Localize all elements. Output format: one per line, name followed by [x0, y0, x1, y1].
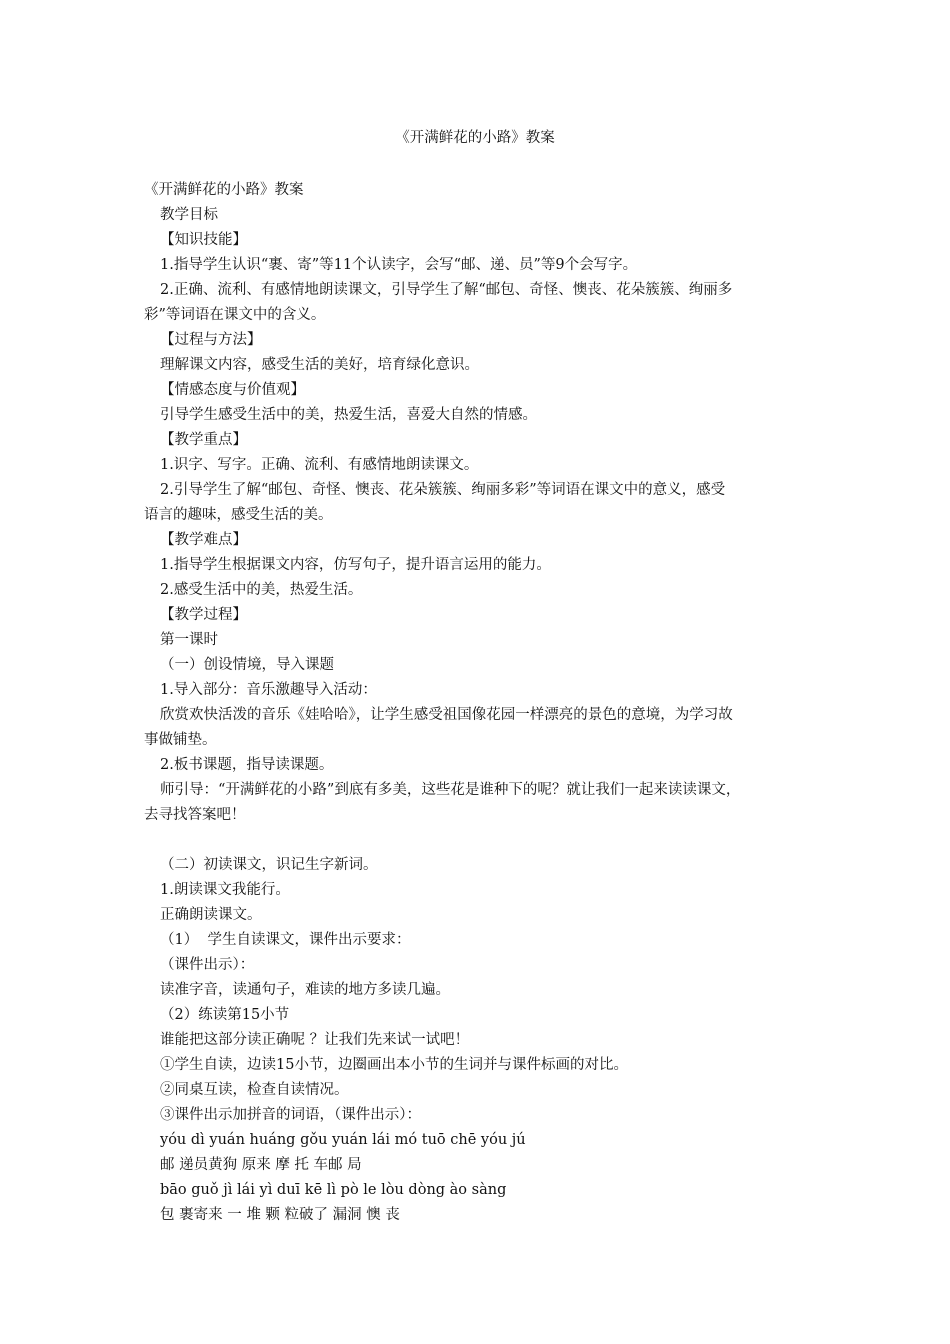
text-line: ①学生自读，边读15小节，边圈画出本小节的生词并与课件标画的对比。 — [160, 1057, 628, 1073]
text-line: 去寻找答案吧！ — [144, 807, 246, 823]
document-body — [144, 178, 814, 1228]
text-line: （课件出示）： — [160, 957, 255, 973]
text-line: 谁能把这部分读正确呢 ？让我们先来试一试吧！ — [160, 1032, 470, 1048]
text-line: （2）练读第15小节 — [160, 1007, 290, 1023]
blank-line — [144, 828, 814, 853]
text-line: 师引导：“开满鲜花的小路”到底有多美，这些花是谁种下的呢？就让我们一起来读读课文， — [160, 782, 741, 798]
text-line: bāo guǒ jì lái yì duī kē lì pò le lòu dòng ào sàng — [160, 1182, 507, 1198]
text-line: 【知识技能】 — [160, 232, 247, 248]
text-line: 2.感受生活中的美，热爱生活。 — [160, 582, 363, 598]
text-line: 2.正确、流利、有感情地朗读课文，引导学生了解“邮包、奇怪、懊丧、花朵簇簇、绚丽多 — [160, 282, 733, 298]
text-line: 第一课时 — [160, 632, 218, 648]
text-line: 邮 递员黄狗 原来 摩 托 车邮 局 — [160, 1157, 362, 1173]
text-line: 语言的趣味，感受生活的美。 — [144, 507, 333, 523]
text-line: 1.指导学生认识“裹、寄”等11个认读字，会写“邮、递、员”等9个会写字。 — [160, 257, 638, 273]
text-line: 1.识字、写字。正确、流利、有感情地朗读课文。 — [160, 457, 479, 473]
text-line: 读准字音，读通句子，难读的地方多读几遍。 — [160, 982, 450, 998]
text-line: 包 裹寄来 一 堆 颗 粒破了 漏洞 懊 丧 — [160, 1207, 400, 1223]
text-line: 2.引导学生了解“邮包、奇怪、懊丧、花朵簇簇、绚丽多彩”等词语在课文中的意义，感受 — [160, 482, 726, 498]
text-line: ③课件出示加拼音的词语，（课件出示）： — [160, 1107, 421, 1123]
text-line: 2.板书课题，指导读课题。 — [160, 757, 334, 773]
text-line: （1） 学生自读课文，课件出示要求： — [160, 932, 411, 948]
text-line: 【教学难点】 — [160, 532, 247, 548]
text-line: 【教学过程】 — [160, 607, 247, 623]
text-line: 事做铺垫。 — [144, 732, 217, 748]
text-line: （二）初读课文，识记生字新词。 — [160, 857, 378, 873]
text-line: 欣赏欢快活泼的音乐《娃哈哈》，让学生感受祖国像花园一样漂亮的景色的意境，为学习故 — [160, 707, 733, 723]
text-line: 1.导入部分：音乐激趣导入活动： — [160, 682, 377, 698]
text-line: 理解课文内容，感受生活的美好，培育绿化意识。 — [160, 357, 479, 373]
text-line: yóu dì yuán huáng gǒu yuán lái mó tuō chē yóu jú — [160, 1132, 526, 1148]
text-line: 《开满鲜花的小路》教案 — [144, 182, 304, 198]
text-line: 正确朗读课文。 — [160, 907, 262, 923]
text-line: ②同桌互读，检查自读情况。 — [160, 1082, 349, 1098]
text-line: 【过程与方法】 — [160, 332, 262, 348]
text-line: （一）创设情境，导入课题 — [160, 657, 334, 673]
text-line: 1.朗读课文我能行。 — [160, 882, 290, 898]
text-line: 教学目标 — [160, 207, 218, 223]
text-line: 【教学重点】 — [160, 432, 247, 448]
text-line: 引导学生感受生活中的美，热爱生活，喜爱大自然的情感。 — [160, 407, 537, 423]
text-line: 【情感态度与价值观】 — [160, 382, 305, 398]
text-line: 彩”等词语在课文中的含义。 — [144, 307, 326, 323]
document-title: 《开满鲜花的小路》教案 — [395, 130, 555, 146]
text-line: 1.指导学生根据课文内容，仿写句子，提升语言运用的能力。 — [160, 557, 551, 573]
